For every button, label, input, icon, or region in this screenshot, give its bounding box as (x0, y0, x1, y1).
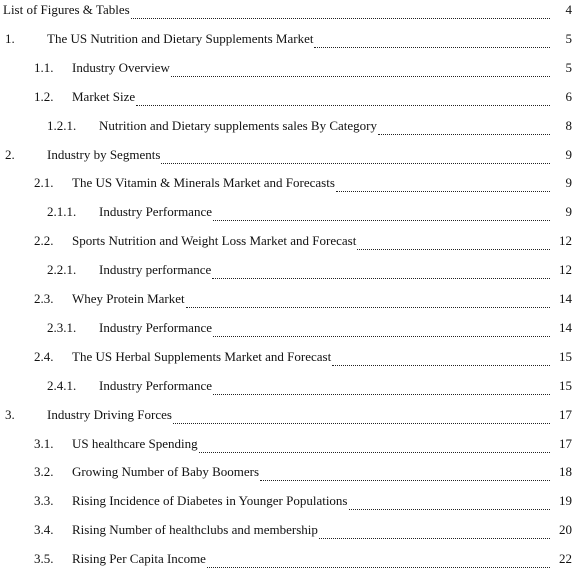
toc-entry[interactable] (0, 551, 580, 571)
dot-leader (207, 566, 550, 568)
toc-entry[interactable] (0, 291, 580, 311)
dot-leader (199, 451, 550, 453)
toc-entry[interactable] (0, 349, 580, 369)
toc-entry[interactable] (0, 60, 580, 80)
toc-entry-title: Industry Performance (99, 204, 212, 220)
toc-entry-page-number: 12 (559, 262, 572, 278)
toc-entry-page-number: 20 (559, 522, 572, 538)
toc-entry[interactable] (0, 436, 580, 456)
toc-entry-number: 2.4.1. (47, 377, 77, 393)
toc-entry-title: Rising Per Capita Income (72, 551, 206, 567)
dot-leader (378, 133, 550, 135)
toc-entry-title: The US Vitamin & Minerals Market and Forecasts (72, 175, 335, 191)
toc-entry[interactable] (0, 378, 580, 398)
toc-entry-page-number: 6 (565, 88, 572, 104)
dot-leader (357, 248, 550, 250)
toc-entry-title: Growing Number of Baby Boomers (72, 464, 260, 480)
dot-leader (319, 537, 550, 539)
toc-entry-number: 1.2.1. (47, 117, 77, 133)
toc-entry-number: 1.1. (34, 59, 54, 75)
dot-leader (213, 219, 550, 221)
dot-leader (186, 306, 550, 308)
toc-entry-number: 3.4. (34, 522, 54, 538)
toc-entry-number: 3.3. (34, 493, 54, 509)
toc-entry[interactable] (0, 233, 580, 253)
toc-entry-title: Rising Number of healthclubs and membership (72, 522, 318, 538)
toc-entry-number: 2.2. (34, 233, 54, 249)
toc-entry-number: 1.2. (34, 88, 54, 104)
toc-entry-page-number: 14 (559, 291, 572, 306)
toc-entry[interactable] (0, 262, 580, 282)
dot-leader (349, 508, 551, 510)
toc-entry-number: 3.1. (34, 435, 54, 451)
toc-entry[interactable] (0, 493, 580, 513)
toc-entry[interactable] (0, 89, 580, 109)
dot-leader (260, 479, 550, 481)
toc-entry-title: The US Nutrition and Dietary Supplements Market (47, 30, 314, 46)
toc-entry-page-number: 18 (559, 464, 572, 480)
toc-entry-number: 2.4. (34, 348, 54, 364)
toc-entry-number: 2. (5, 146, 15, 162)
toc-entry-number: 3. (5, 406, 15, 422)
dot-leader (173, 422, 550, 424)
toc-entry-page-number: 5 (565, 30, 572, 46)
toc-entry-page-number: 9 (565, 146, 572, 162)
dot-leader (213, 335, 550, 337)
dot-leader (171, 75, 550, 77)
toc-entry-number: 2.1.1. (47, 204, 77, 220)
toc-entry-title: Industry performance (99, 262, 212, 278)
toc-entry-title: US healthcare Spending (72, 435, 198, 451)
dot-leader (332, 364, 550, 366)
toc-entry-page-number: 17 (559, 435, 572, 451)
toc-entry[interactable] (0, 407, 580, 427)
dot-leader (336, 190, 550, 192)
toc-entry[interactable] (0, 175, 580, 195)
toc-entry-number: 3.2. (34, 464, 54, 480)
toc-entry[interactable] (0, 320, 580, 340)
toc-entry-page-number: 15 (559, 348, 572, 364)
dot-leader (161, 162, 550, 164)
dot-leader (136, 104, 550, 106)
toc-entry-title: Industry by Segments (47, 146, 161, 162)
toc-entry[interactable] (0, 522, 580, 542)
toc-entry-number: 1. (5, 30, 15, 46)
toc-entry-page-number: 17 (559, 406, 572, 422)
toc-entry-title: Industry Driving Forces (47, 406, 172, 422)
dot-leader (131, 17, 550, 19)
toc-entry[interactable] (0, 2, 580, 22)
toc-entry[interactable] (0, 147, 580, 167)
toc-entry-page-number: 15 (559, 377, 572, 393)
toc-entry-title: Industry Performance (99, 377, 212, 393)
toc-entry-page-number: 8 (565, 117, 572, 133)
dot-leader (213, 393, 550, 395)
dot-leader (212, 277, 550, 279)
toc-entry-page-number: 4 (565, 2, 572, 17)
toc-entry-title: Industry Overview (72, 59, 170, 75)
toc-entry-page-number: 9 (565, 175, 572, 191)
toc-entry-page-number: 5 (565, 59, 572, 75)
toc-entry-page-number: 12 (559, 233, 572, 249)
toc-entry[interactable] (0, 31, 580, 51)
toc-entry-title: Rising Incidence of Diabetes in Younger Populations (72, 493, 348, 509)
toc-entry-number: 2.1. (34, 175, 54, 191)
toc-entry-page-number: 22 (559, 551, 572, 567)
toc-entry-title: Sports Nutrition and Weight Loss Market and Forecast (72, 233, 357, 249)
toc-entry-title: Market Size (72, 88, 136, 104)
toc-entry[interactable] (0, 118, 580, 138)
toc-entry-page-number: 9 (565, 204, 572, 220)
dot-leader (314, 46, 550, 48)
toc-entry-number: 3.5. (34, 551, 54, 567)
toc-entry-number: 2.3. (34, 291, 54, 306)
toc-entry[interactable] (0, 204, 580, 224)
toc-entry-title: Whey Protein Market (72, 291, 185, 306)
toc-entry-title: List of Figures & Tables (3, 2, 130, 17)
toc-entry-page-number: 19 (559, 493, 572, 509)
toc-entry-title: Industry Performance (99, 319, 212, 335)
toc-entry-title: Nutrition and Dietary supplements sales By Category (99, 117, 378, 133)
toc-entry-title: The US Herbal Supplements Market and Forecast (72, 348, 332, 364)
toc-entry[interactable] (0, 464, 580, 484)
toc-entry-number: 2.3.1. (47, 319, 77, 335)
toc-entry-number: 2.2.1. (47, 262, 77, 278)
toc-entry-page-number: 14 (559, 319, 572, 335)
